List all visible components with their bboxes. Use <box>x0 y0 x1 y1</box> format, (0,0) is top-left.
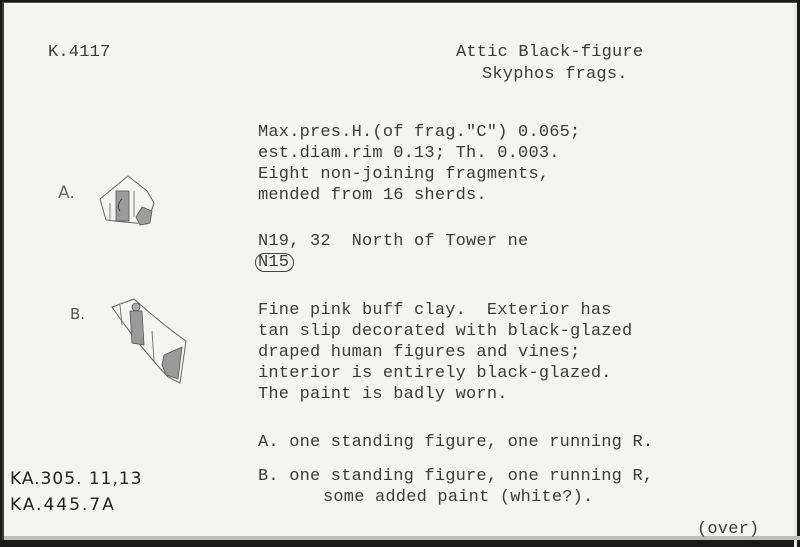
card-edge <box>794 3 797 547</box>
description-line: tan slip decorated with black-glazed <box>258 322 633 341</box>
description-line: interior is entirely black-glazed. <box>258 364 612 383</box>
dimension-line: Eight non-joining fragments, <box>258 165 550 184</box>
fragment-b-text: B. one standing figure, one running R, <box>258 467 654 486</box>
title-line-2: Skyphos frags. <box>482 65 628 84</box>
handwritten-ref-1: KA.305. 11,13 <box>10 469 143 489</box>
catalog-number: K.4117 <box>48 43 111 62</box>
findspot-circled <box>258 253 294 272</box>
handwritten-ref-2: KA.445.7A <box>10 495 116 515</box>
catalog-card <box>2 2 797 540</box>
dimension-line: mended from 16 sherds. <box>258 186 487 205</box>
sketch-b-label: B. <box>70 305 86 323</box>
dimension-line: est.diam.rim 0.13; Th. 0.003. <box>258 144 560 163</box>
dimension-line: Max.pres.H.(of frag."C") 0.065; <box>258 123 581 142</box>
fragment-b-sketch-icon <box>108 295 188 389</box>
fragment-a-sketch-icon <box>92 163 162 235</box>
description-line: The paint is badly worn. <box>258 385 508 404</box>
fragment-b-text-2: some added paint (white?). <box>323 488 594 507</box>
description-line: draped human figures and vines; <box>258 343 581 362</box>
circled-grid-ref: N15 <box>255 253 294 272</box>
description-line: Fine pink buff clay. Exterior has <box>258 301 612 320</box>
over-note: (over) <box>697 520 760 539</box>
sketch-a-label: A. <box>58 183 75 203</box>
findspot-line: N19, 32 North of Tower ne <box>258 232 529 251</box>
title-line-1: Attic Black-figure <box>456 43 644 62</box>
fragment-a-text: A. one standing figure, one running R. <box>258 433 654 452</box>
card-edge <box>4 536 800 540</box>
